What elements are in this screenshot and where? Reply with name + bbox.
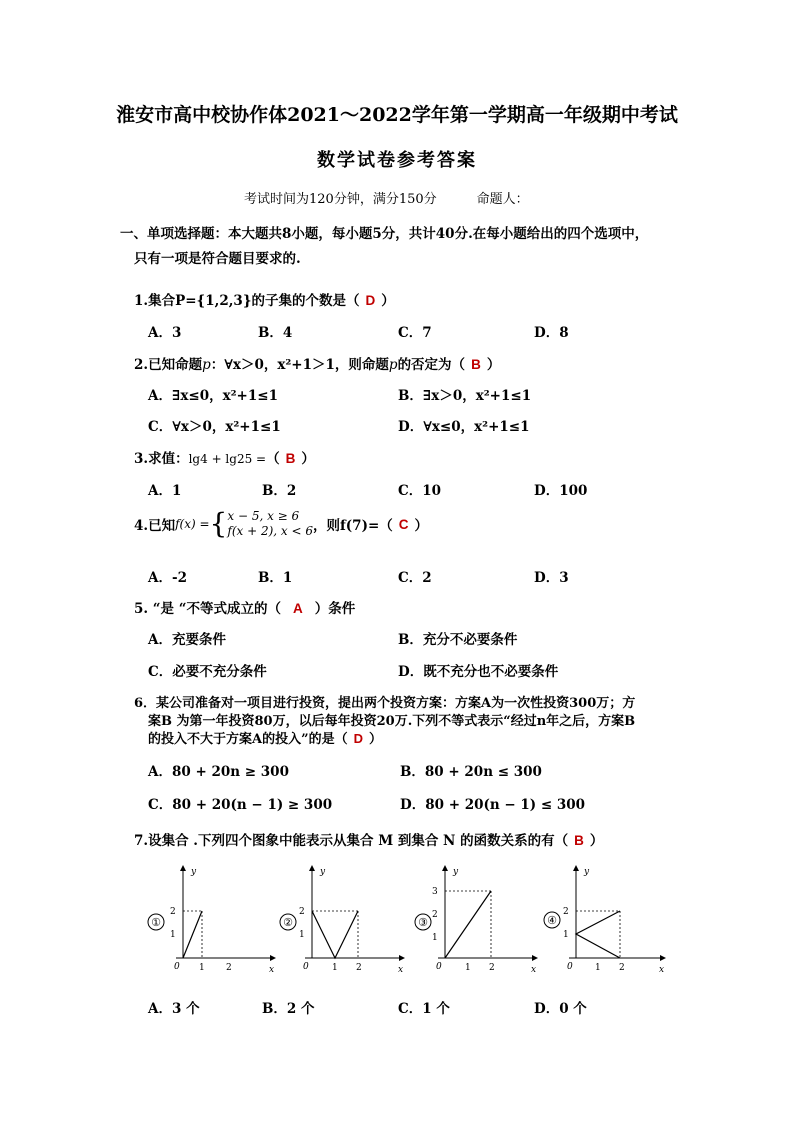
q5-option-b: B．充分不必要条件 (398, 632, 518, 648)
q4-option-a: A．-2 (148, 570, 187, 586)
q2-stem-c: 的否定为（ (397, 357, 466, 373)
q3-answer: B (285, 451, 296, 466)
q1-answer: D (365, 293, 376, 308)
graph-2-y-label: y (320, 867, 326, 877)
setter: 命题人： (476, 192, 529, 207)
q6-line-3 (148, 728, 382, 747)
q2-stem-mid: ：∀x＞0，x²+1＞1，则命题 (210, 357, 389, 373)
q6-line-2: 案B 为第一年投资80万，以后每年投资20万.下列不等式表示“经过n年之后，方案B (148, 714, 636, 729)
q3-stem-b: （ (266, 451, 280, 467)
q3-option-c: C．10 (398, 483, 442, 499)
graph-1-xtick-1: 1 (199, 963, 205, 973)
q7-stem: 7.设集合 .下列四个图象中能表示从集合 M 到集合 N 的函数关系的有（ (134, 833, 569, 849)
q4-case-1: x − 5, x ≥ 6 (227, 509, 300, 523)
graph-3-xtick-1: 1 (465, 963, 471, 973)
graph-2-label: ② (283, 916, 293, 929)
graph-2-ytick-1: 1 (299, 930, 305, 940)
q4-case-2: f(x + 2), x < 6 (227, 524, 313, 538)
graph-1-ytick-2: 2 (170, 907, 176, 917)
q1-option-b: B．4 (258, 325, 293, 341)
q7-stem-end: ） (589, 833, 604, 849)
q3-option-d: D．100 (534, 483, 588, 499)
q2-answer: B (471, 357, 481, 372)
q2-stem-end: ） (486, 357, 501, 373)
page-title: 淮安市高中校协作体2021～2022学年第一学期高一年级期中考试 (116, 104, 678, 126)
question-4 (134, 509, 428, 539)
question-2 (134, 353, 500, 373)
q2-p: p (202, 357, 211, 373)
graph-2-origin: 0 (303, 962, 309, 972)
graph-1-x-label: x (269, 965, 275, 975)
graph-1-ytick-1: 1 (170, 930, 176, 940)
graph-3-ytick-2: 2 (432, 910, 438, 920)
graph-3-x-label: x (531, 965, 537, 975)
q6-line-1: 6．某公司准备对一项目进行投资，提出两个投资方案：方案A为一次性投资300万；方 (134, 696, 636, 711)
q7-option-c: C．1 个 (398, 1001, 450, 1017)
question-3 (134, 447, 315, 467)
graph-4-xtick-1: 1 (595, 963, 601, 973)
graph-1-origin: 0 (174, 962, 180, 972)
graph-2 (280, 866, 404, 975)
q7-graphs (140, 860, 680, 980)
section-heading-line1: 一、单项选择题：本大题共8小题，每小题5分，共计40分.在每小题给出的四个选项中， (120, 226, 649, 242)
q4-stem-b: ，则f(7)=（ (312, 518, 393, 534)
graph-1-label: ① (151, 916, 161, 929)
graph-3 (415, 866, 537, 975)
q4-option-b: B．1 (258, 570, 293, 586)
q6-option-b: B．80 + 20n ≤ 300 (400, 764, 542, 780)
graph-4-origin: 0 (567, 962, 573, 972)
page-subtitle: 数学试卷参考答案 (317, 150, 477, 171)
q1-stem-end: ） (381, 293, 395, 309)
question-5 (134, 597, 355, 617)
question-1 (134, 289, 395, 309)
graph-3-label: ③ (418, 916, 428, 929)
q6-option-d: D．80 + 20(n − 1) ≤ 300 (400, 797, 586, 813)
graph-4-ytick-1: 1 (563, 930, 569, 940)
q1-option-d: D．8 (534, 325, 569, 341)
q3-stem: 3.求值： (134, 451, 189, 467)
graph-4 (544, 866, 665, 975)
graph-4-ytick-2: 2 (563, 907, 569, 917)
q4-stem-end: ） (414, 518, 429, 534)
q4-option-d: D．3 (534, 570, 569, 586)
q7-option-d: D．0 个 (534, 1001, 587, 1017)
exam-time: 考试时间为120分钟，满分150分 (244, 192, 437, 207)
graph-3-ytick-1: 1 (432, 933, 438, 943)
graph-1-xtick-2: 2 (226, 963, 232, 973)
q6-option-c: C．80 + 20(n − 1) ≥ 300 (148, 797, 333, 813)
q4-option-c: C．2 (398, 570, 432, 586)
graph-3-ytick-3: 3 (432, 887, 438, 897)
q5-option-d: D．既不充分也不必要条件 (398, 664, 559, 680)
graph-1-y-label: y (191, 867, 197, 877)
q4-brace: { (209, 507, 228, 540)
graph-2-x-label: x (398, 965, 404, 975)
q2-stem: 2.已知命题 (134, 357, 203, 373)
q1-option-a: A．3 (148, 325, 182, 341)
q2-option-a: A．∃x≤0，x²+1≤1 (148, 388, 278, 404)
graph-2-xtick-1: 1 (332, 963, 338, 973)
q7-option-b: B．2 个 (262, 1001, 315, 1017)
q6-option-a: A．80 + 20n ≥ 300 (148, 764, 289, 780)
graph-3-y-label: y (453, 867, 459, 877)
q5-stem: 5. “是 “不等式成立的（ (134, 601, 282, 617)
graph-2-xtick-2: 2 (356, 963, 362, 973)
exam-info (244, 188, 529, 207)
q5-answer: A (293, 601, 303, 616)
q3-expression: lg4 + lg25 = (188, 452, 267, 466)
q2-option-b: B．∃x＞0，x²+1≤1 (398, 388, 532, 404)
graph-2-ytick-2: 2 (299, 907, 305, 917)
q3-stem-end: ） (301, 451, 315, 467)
graph-1 (148, 866, 275, 975)
q5-option-c: C．必要不充分条件 (148, 664, 267, 680)
q3-option-b: B．2 (262, 483, 297, 499)
q5-stem-end: ）条件 (314, 601, 356, 617)
q4-stem: 4.已知 (134, 518, 176, 534)
graph-3-origin: 0 (436, 962, 442, 972)
question-7 (134, 829, 603, 849)
graph-4-label: ④ (547, 914, 557, 927)
q6-stem-end: ） (368, 732, 382, 747)
q6-stem: 的投入不大于方案A的投入”的是（ (148, 732, 348, 747)
q1-option-c: C．7 (398, 325, 432, 341)
q3-option-a: A．1 (148, 483, 182, 499)
q4-answer: C (398, 516, 409, 532)
q4-fx: f(x) = (175, 517, 210, 531)
section-heading-line2: 只有一项是符合题目要求的. (134, 251, 301, 267)
q4-cases (227, 509, 313, 539)
q1-stem: 1.集合P={1,2,3}的子集的个数是（ (134, 293, 360, 309)
q2-p2: p (388, 357, 398, 373)
q6-answer: D (353, 731, 363, 746)
graph-4-y-label: y (584, 867, 590, 877)
graph-4-xtick-2: 2 (619, 963, 625, 973)
q2-option-c: C．∀x＞0，x²+1≤1 (148, 419, 281, 435)
q2-option-d: D．∀x≤0，x²+1≤1 (398, 419, 530, 435)
graph-3-xtick-2: 2 (489, 963, 495, 973)
q7-answer: B (574, 833, 584, 848)
q7-option-a: A．3 个 (148, 1001, 200, 1017)
graph-4-x-label: x (659, 965, 665, 975)
q5-option-a: A．充要条件 (148, 632, 226, 648)
